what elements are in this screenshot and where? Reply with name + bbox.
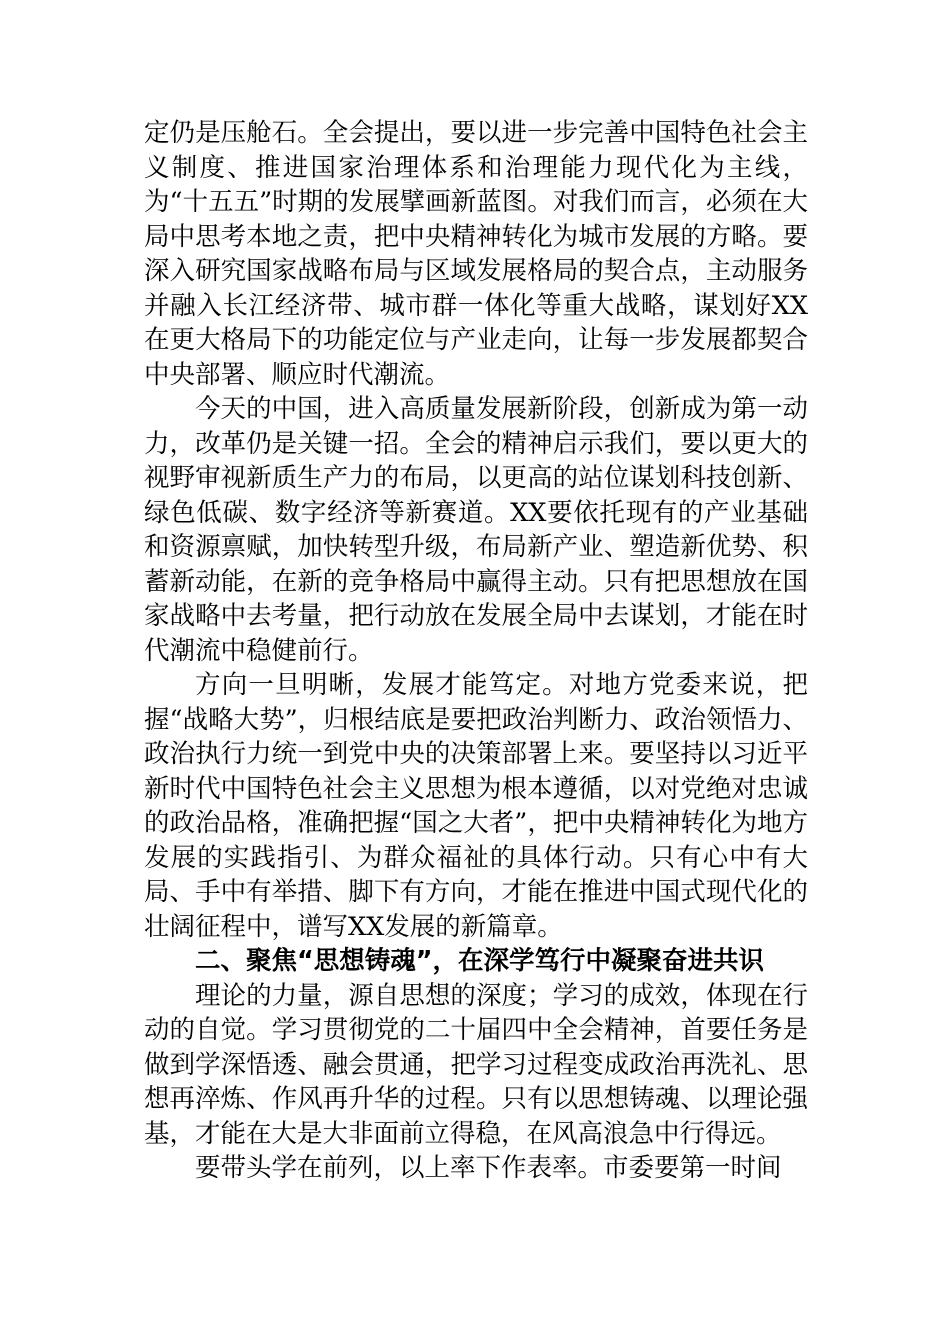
- paragraph-5: 要带头学在前列，以上率下作表率。市委要第一时间: [195, 1153, 782, 1183]
- paragraph-2: 今天的中国，进入高质量发展新阶段，创新成为第一动力，改革仍是关键一招。全会的精神启示我们，要以更大的视野审视新质生产力的布局，以更高的站位谋划科技创新、绿色低碳、数字经济等新赛道。XX要依托现有的产业基础和资源禀赋，加快转型升级，布局新产业、塑造新优势、积蓄新动能，在新的竞争格局中赢得主动。只有把思想放在国家战略中去考量，把行动放在发展全局中去谋划，才能在时代潮流中稳健前行。: [144, 394, 808, 666]
- paragraph-4: 理论的力量，源自思想的深度；学习的成效，体现在行动的自觉。学习贯彻党的二十届四中全会精神，首要任务是做到学深悟透、融会贯通，把学习过程变成政治再洗礼、思想再淬炼、作风再升华的过程。只有以思想铸魂、以理论强基，才能在大是大非面前立得稳，在风高浪急中行得远。: [144, 980, 808, 1149]
- document-page: [144, 116, 808, 1186]
- section-heading: 二、聚焦“思想铸魂”，在深学笃行中凝聚奋进共识: [195, 946, 765, 976]
- paragraph-3: 方向一旦明晰，发展才能笃定。对地方党委来说，把握“战略大势”，归根结底是要把政治判断力、政治领悟力、政治执行力统一到党中央的决策部署上来。要坚持以习近平新时代中国特色社会主义思想为根本遵循，以对党绝对忠诚的政治品格，准确把握“国之大者”，把中央精神转化为地方发展的实践指引、为群众福祉的具体行动。只有心中有大局、手中有举措、脚下有方向，才能在推进中国式现代化的壮阔征程中，谱写XX发展的新篇章。: [144, 670, 808, 942]
- paragraph-1: 定仍是压舱石。全会提出，要以进一步完善中国特色社会主义制度、推进国家治理体系和治理能力现代化为主线，为“十五五”时期的发展擘画新蓝图。对我们而言，必须在大局中思考本地之责，把中央精神转化为城市发展的方略。要深入研究国家战略布局与区域发展格局的契合点，主动服务并融入长江经济带、城市群一体化等重大战略，谋划好XX在更大格局下的功能定位与产业走向，让每一步发展都契合中央部署、顺应时代潮流。: [144, 118, 808, 390]
